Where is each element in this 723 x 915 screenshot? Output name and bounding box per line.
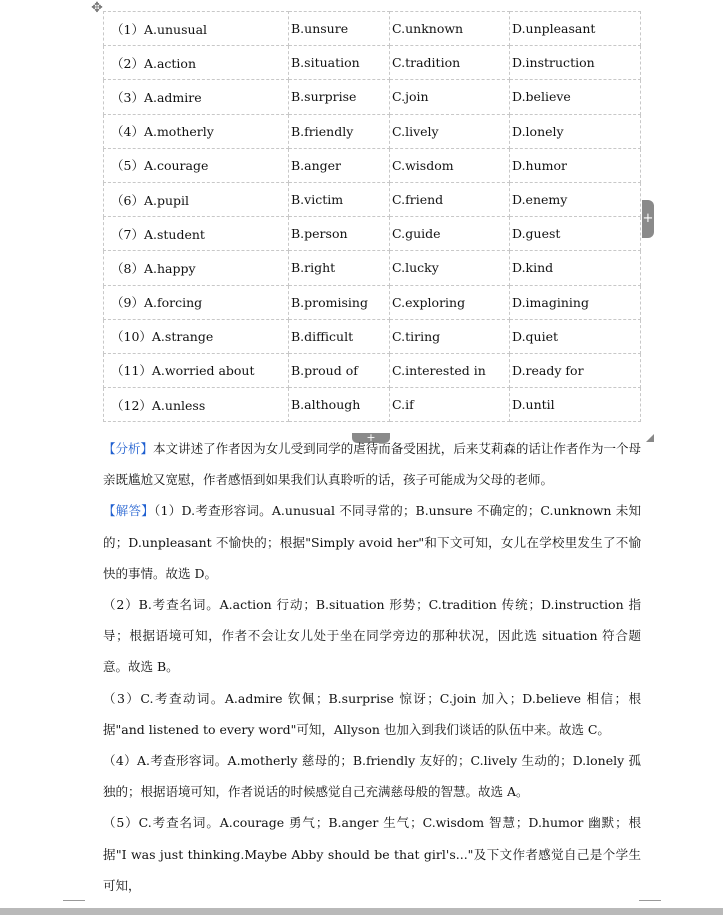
- answer-tag: 【解答】: [103, 503, 155, 519]
- table-row: [104, 182, 641, 216]
- table-row: [104, 319, 641, 353]
- option-c-cell: C.tiring: [390, 319, 510, 353]
- option-a: A.motherly: [143, 124, 214, 140]
- option-b-cell: B.anger: [289, 148, 390, 182]
- question-number: （6）: [111, 192, 144, 208]
- option-d-cell: D.unpleasant: [510, 12, 641, 46]
- option-d-cell: D.believe: [510, 80, 641, 114]
- option-b-cell: B.unsure: [289, 12, 390, 46]
- explanation-content: [103, 433, 641, 901]
- answer-paragraph-3: （3）C.考查动词。A.admire 钦佩；B.surprise 惊讶；C.join 加入；D.believe 相信；根据"and listened to every word"可知，Allyson 也加入到我们谈话的队伍中来。故选 C。: [103, 690, 641, 737]
- option-b-cell: B.person: [289, 217, 390, 251]
- analysis-text: 本文讲述了作者因为女儿受到同学的虐待而备受困扰，后来艾莉森的话让作者作为一个母亲既尴尬又宽慰，作者感悟到如果我们认真聆听的话，孩子可能成为父母的老师。: [103, 441, 641, 488]
- table-move-icon[interactable]: ✥: [91, 0, 103, 16]
- table-row: [104, 217, 641, 251]
- table-row: [104, 285, 641, 319]
- option-b-cell: B.surprise: [289, 80, 390, 114]
- option-d-cell: D.instruction: [510, 46, 641, 80]
- option-a: A.action: [143, 55, 197, 71]
- option-a: A.unusual: [143, 21, 208, 37]
- option-a: A.admire: [143, 89, 202, 105]
- table-row: [104, 251, 641, 285]
- option-c-cell: C.friend: [390, 182, 510, 216]
- question-number: （11）: [111, 363, 152, 379]
- option-c-cell: C.join: [390, 80, 510, 114]
- option-d-cell: D.quiet: [510, 319, 641, 353]
- question-option-a-cell: [104, 388, 289, 422]
- table-row: [104, 353, 641, 387]
- question-option-a-cell: [104, 80, 289, 114]
- question-option-a-cell: [104, 182, 289, 216]
- answer-text-1: （1）D.考查形容词。A.unusual 不同寻常的；B.unsure 不确定的；C.unknown 未知的；D.unpleasant 不愉快的；根据"Simply avoid her"和下文可知，女儿在学校里发生了不愉快的事情。故选 D。: [103, 503, 641, 581]
- add-row-plus-icon[interactable]: +: [352, 433, 390, 443]
- question-number: （10）: [111, 329, 152, 345]
- option-a: A.strange: [151, 329, 214, 345]
- question-option-a-cell: [104, 46, 289, 80]
- answer-paragraph-4: （4）A.考查形容词。A.motherly 慈母的；B.friendly 友好的；C.lively 生动的；D.lonely 孤独的；根据语境可知，作者说话的时候感觉自己充满慈母般的智慧。故选 A。: [103, 753, 641, 800]
- question-option-a-cell: [104, 148, 289, 182]
- option-c-cell: C.wisdom: [390, 148, 510, 182]
- question-number: （2）: [111, 55, 144, 71]
- page-bottom-bar: [0, 908, 723, 915]
- table-row: [104, 388, 641, 422]
- option-a: A.worried about: [151, 363, 255, 379]
- question-option-a-cell: [104, 319, 289, 353]
- option-d-cell: D.kind: [510, 251, 641, 285]
- question-number: （1）: [111, 21, 144, 37]
- option-d-cell: D.imagining: [510, 285, 641, 319]
- question-option-a-cell: [104, 353, 289, 387]
- table-resize-icon[interactable]: [646, 434, 654, 442]
- question-number: （8）: [111, 260, 144, 276]
- table-row: [104, 12, 641, 46]
- option-b-cell: B.right: [289, 251, 390, 285]
- option-c-cell: C.interested in: [390, 353, 510, 387]
- question-option-a-cell: [104, 114, 289, 148]
- table-row: [104, 80, 641, 114]
- options-table-body: [104, 12, 641, 422]
- question-option-a-cell: [104, 217, 289, 251]
- option-b-cell: B.difficult: [289, 319, 390, 353]
- answer-paragraph-2: （2）B.考查名词。A.action 行动；B.situation 形势；C.tradition 传统；D.instruction 指导；根据语境可知，作者不会让女儿处于坐在同学旁边的那种状况，因此选 situation 符合题意。故选 B。: [103, 597, 641, 675]
- question-option-a-cell: [104, 12, 289, 46]
- option-a: A.pupil: [143, 192, 190, 208]
- option-a: A.unless: [151, 397, 206, 413]
- option-b-cell: B.situation: [289, 46, 390, 80]
- option-a: A.happy: [143, 260, 196, 276]
- option-b-cell: B.promising: [289, 285, 390, 319]
- table-row: [104, 148, 641, 182]
- table-row: [104, 114, 641, 148]
- question-number: （7）: [111, 226, 144, 242]
- analysis-tag: 【分析】: [103, 441, 154, 456]
- option-c-cell: C.guide: [390, 217, 510, 251]
- option-b-cell: B.proud of: [289, 353, 390, 387]
- option-d-cell: D.guest: [510, 217, 641, 251]
- options-table: [103, 11, 641, 422]
- option-a: A.courage: [143, 158, 209, 174]
- option-d-cell: D.humor: [510, 148, 641, 182]
- question-option-a-cell: [104, 251, 289, 285]
- option-b-cell: B.victim: [289, 182, 390, 216]
- option-d-cell: D.ready for: [510, 353, 641, 387]
- option-c-cell: C.exploring: [390, 285, 510, 319]
- option-d-cell: D.enemy: [510, 182, 641, 216]
- option-d-cell: D.until: [510, 388, 641, 422]
- question-number: （3）: [111, 89, 144, 105]
- table-row: [104, 46, 641, 80]
- answer-paragraph-5: （5）C.考查名词。A.courage 勇气；B.anger 生气；C.wisdom 智慧；D.humor 幽默；根据"I was just thinking.Maybe Abby should be that girl's..."及下文作者感觉自己是个学生可知，: [103, 815, 641, 893]
- question-number: （4）: [111, 124, 144, 140]
- answer-paragraph-1: [103, 495, 641, 589]
- question-number: （9）: [111, 295, 144, 311]
- option-c-cell: C.if: [390, 388, 510, 422]
- analysis-paragraph: [103, 433, 641, 495]
- question-number: （5）: [111, 158, 144, 174]
- option-b-cell: B.although: [289, 388, 390, 422]
- question-number: （12）: [111, 397, 152, 413]
- option-c-cell: C.lucky: [390, 251, 510, 285]
- option-a: A.student: [143, 226, 205, 242]
- option-c-cell: C.unknown: [390, 12, 510, 46]
- option-c-cell: C.tradition: [390, 46, 510, 80]
- option-c-cell: C.lively: [390, 114, 510, 148]
- option-b-cell: B.friendly: [289, 114, 390, 148]
- question-option-a-cell: [104, 285, 289, 319]
- add-column-plus-icon[interactable]: +: [642, 200, 654, 238]
- option-a: A.forcing: [143, 295, 203, 311]
- option-d-cell: D.lonely: [510, 114, 641, 148]
